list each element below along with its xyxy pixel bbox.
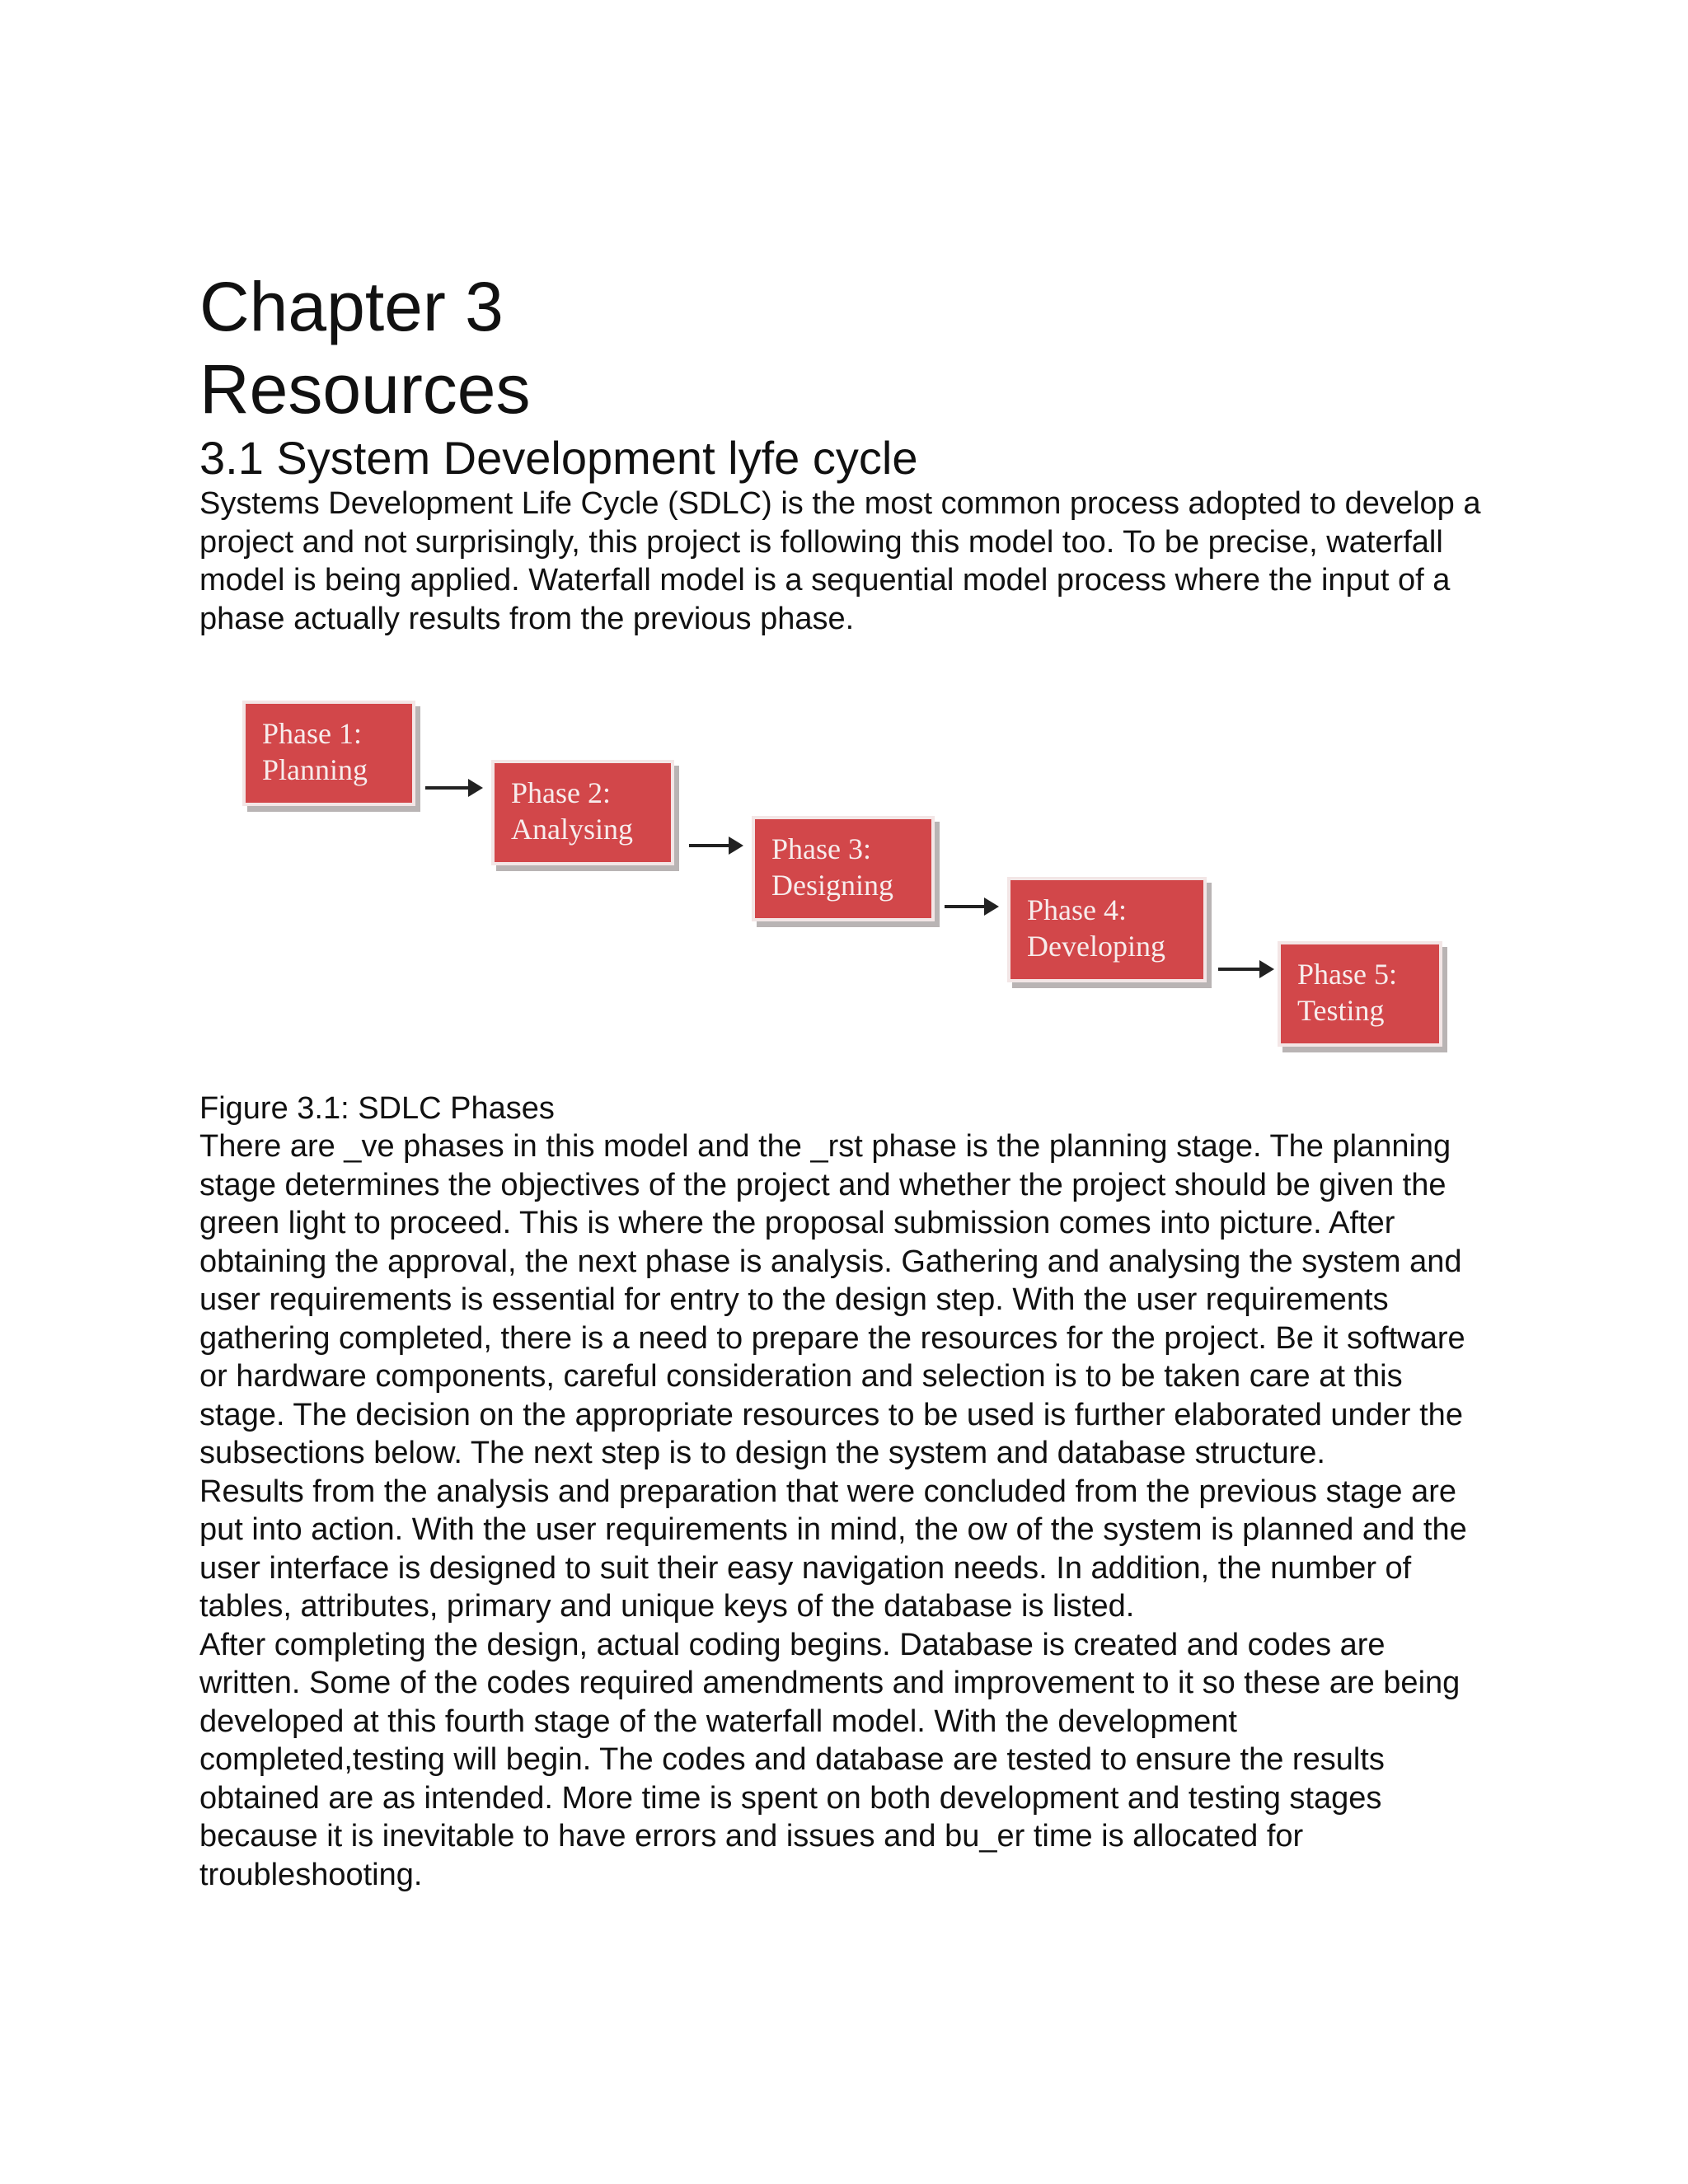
phase-3-number: Phase 3: (771, 832, 871, 865)
phase-5-box (1278, 941, 1442, 1047)
phase-1-box (242, 701, 415, 806)
body-paragraph-1: There are _ve phases in this model and the _rst phase is the planning stage. The planning stage determines the objectives of the project and whether the project should be given the green light to proceed. This is where the proposal submission comes into picture. After obtaining the approval, the next phase is analysis. Gathering and analysing the system and user requirements is essential for entry to the design step. With the user requirements gathering completed, there is a need to prepare the resources for the project. Be it software or hardware components, careful consideration and selection is to be taken care at this stage. The decision on the appropriate resources to be used is further elaborated under the subsections below. The next step is to design the system and database structure. (199, 1129, 1465, 1470)
body-paragraph-2: Results from the analysis and preparation that were concluded from the previous stage are put into action. With the user requirements in mind, the ow of the system is planned and the user interface is designed to suit their easy navigation needs. In addition, the number of tables, attributes, primary and unique keys of the database is listed. (199, 1474, 1467, 1624)
phase-1-number: Phase 1: (262, 717, 362, 750)
sdlc-waterfall-diagram (223, 684, 1500, 1063)
phase-3-name: Designing (771, 869, 893, 902)
phase-4-number: Phase 4: (1027, 893, 1127, 926)
phase-2-box (491, 760, 674, 865)
chapter-title: Resources (199, 350, 531, 428)
phase-5-number: Phase 5: (1297, 958, 1397, 991)
arrow-1-to-2 (425, 786, 480, 790)
arrow-2-to-3 (689, 844, 740, 847)
phase-5-name: Testing (1297, 994, 1385, 1027)
arrow-4-to-5 (1218, 968, 1271, 971)
body-text (199, 1127, 1485, 1894)
section-title: 3.1 System Development lyfe cycle (199, 432, 918, 484)
body-paragraph-3: After completing the design, actual coding begins. Database is created and codes are written. Some of the codes required amendments and improvement to it so these are being developed at this fourth stage of the waterfall model. With the development completed,testing will begin. The codes and database are tested to ensure the results obtained are as intended. More time is spent on both development and testing stages because it is inevitable to have errors and issues and bu_er time is allocated for troubleshooting. (199, 1627, 1461, 1892)
phase-3-box (752, 816, 935, 921)
chapter-heading: Chapter 3 (199, 268, 504, 345)
phase-4-name: Developing (1027, 930, 1165, 963)
phase-2-number: Phase 2: (511, 776, 611, 809)
phase-4-box (1007, 877, 1207, 982)
phase-2-name: Analysing (511, 813, 633, 846)
figure-caption: Figure 3.1: SDLC Phases (199, 1091, 555, 1126)
phase-1-name: Planning (262, 753, 368, 786)
arrow-3-to-4 (945, 905, 996, 908)
intro-paragraph: Systems Development Life Cycle (SDLC) is the most common process adopted to develop a project and not surprisingly, this project is following this model too. To be precise, waterfall model is being applied. Waterfall model is a sequential model process where the input of a phase actually results from the previous phase. (199, 486, 1481, 636)
